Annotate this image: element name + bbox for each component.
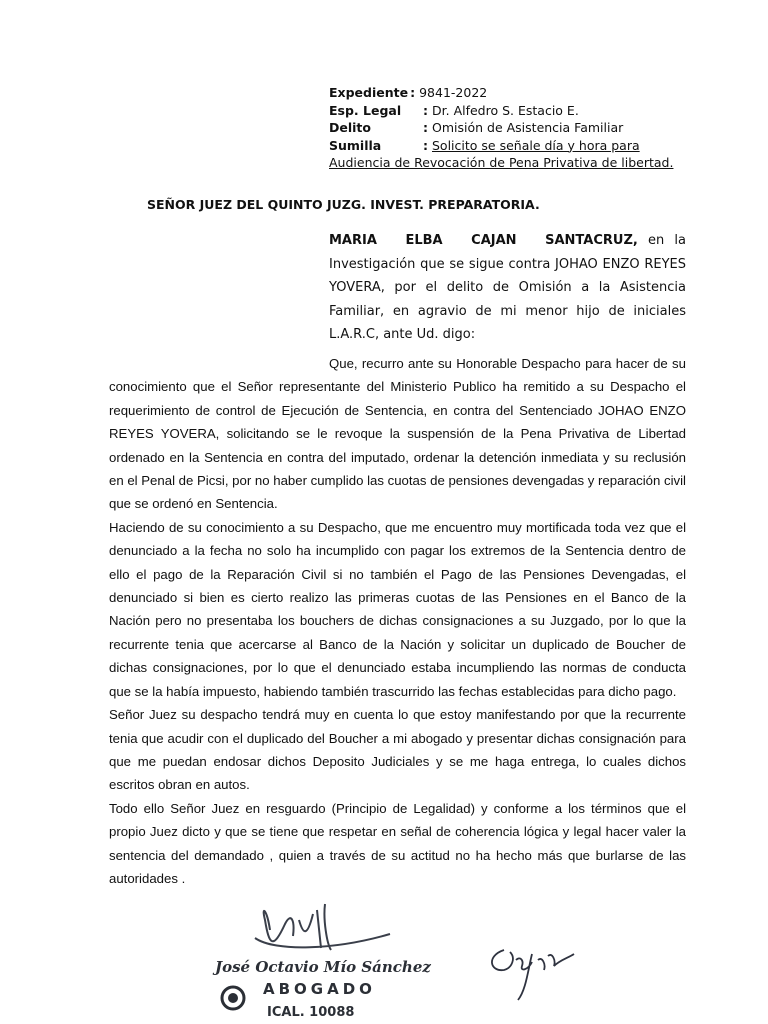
expediente-label: Expediente — [329, 85, 409, 100]
expediente-value: 9841-2022 — [419, 85, 488, 100]
colon: : — [423, 120, 428, 135]
paragraph-4: Todo ello Señor Juez en resguardo (Principio de Legalidad) y conforme a los términos que el propio Juez dicto y que se tiene que respetar en señal de coherencia lógica y legal hacer valer la sentencia del demandado , quien a través de su actitud no ha hecho más que burlarse de las autoridades . — [109, 800, 686, 886]
esp-legal-value: Dr. Alfedro S. Estacio E. — [432, 102, 579, 118]
intro-paragraph — [329, 229, 686, 347]
esp-legal-row — [329, 102, 709, 120]
delito-label: Delito — [329, 120, 371, 135]
expediente-row — [329, 84, 709, 102]
document-body — [109, 352, 686, 890]
sumilla-line-2: Audiencia de Revocación de Pena Privativa de libertad. — [329, 155, 674, 170]
sumilla-label: Sumilla — [329, 137, 382, 153]
paragraph-1: Que, recurro ante su Honorable Despacho para hacer de su conocimiento que el Señor representante del Ministerio Publico ha remitido a su Despacho el requerimiento de control de Ejecución de Sentencia, en contra del Sentenciado JOHAO ENZO REYES YOVERA, solicitando se le revoque la suspensión de la Pena Privativa de Libertad ordenado en la Sentencia en contra del imputado, ordenar la detención inmediata y su reclusión en el Penal de Picsi, por no haber cumplido las cuotas de pensiones devengadas y reparación civil que se ordenó en Sentencia. — [109, 356, 686, 512]
stamp-seal-core — [228, 993, 238, 1003]
stamp-title-text: ABOGADO — [263, 980, 376, 998]
colon: : — [423, 137, 428, 153]
case-header — [329, 84, 709, 172]
delito-value: Omisión de Asistencia Familiar — [432, 120, 624, 135]
paragraph-3: Señor Juez su despacho tendrá muy en cuenta lo que estoy manifestando por que la recurrente tenia que acudir con el duplicado del Boucher a mi abogado y presentar dichas consignación para que me puedan endosar dichos Deposito Judiciales y se me haga entrega, lo cuales dichos escritos obran en autos. — [109, 707, 686, 793]
delito-row — [329, 119, 709, 137]
sumilla-line-1: Solicito se señale día y hora para — [432, 137, 640, 153]
stamp-registry-text: ICAL. 10088 — [267, 1005, 355, 1020]
colon: : — [423, 102, 428, 118]
addressee-heading: SEÑOR JUEZ DEL QUINTO JUZG. INVEST. PREPARATORIA. — [147, 197, 540, 212]
intro-text: en la Investigación que se sigue contra JOHAO ENZO REYES YOVERA, por el delito de Omisión a la Asistencia Familiar, en agravio de mi menor hijo de iniciales L.A.R.C, ante Ud. digo: — [329, 233, 686, 342]
lawyer-stamp-signature — [195, 890, 435, 1024]
paragraph-2: Haciendo de su conocimiento a su Despacho, que me encuentro muy mortificada toda vez que el denunciado a la fecha no solo ha incumplido con pagar los extremos de la Sentencia dentro de ello el pago de la Reparación Civil si no también el Pago de las Pensiones Devengadas, el denunciado si bien es cierto realizo las primeras cuotas de las Pensiones en el Banco de la Nación pero no presentaba los bouchers de dichas consignaciones a su Juzgado, por lo que la recurrente tenia que acercarse al Banco de la Nación y solicitar un duplicado de Boucher de dichas consignaciones, por lo que el denunciado estaba incumpliendo las normas de conducta que se la había impuesto, habiendo también trascurrido las fechas establecidas para dicho pago. — [109, 519, 686, 699]
petitioner-name: MARIA ELBA CAJAN SANTACRUZ, — [329, 233, 638, 248]
petitioner-signature — [482, 930, 582, 1010]
esp-legal-label: Esp. Legal — [329, 102, 402, 118]
sumilla-row — [329, 137, 709, 155]
colon: : — [410, 85, 416, 100]
stamp-name-text: José Octavio Mío Sánchez — [215, 958, 431, 976]
